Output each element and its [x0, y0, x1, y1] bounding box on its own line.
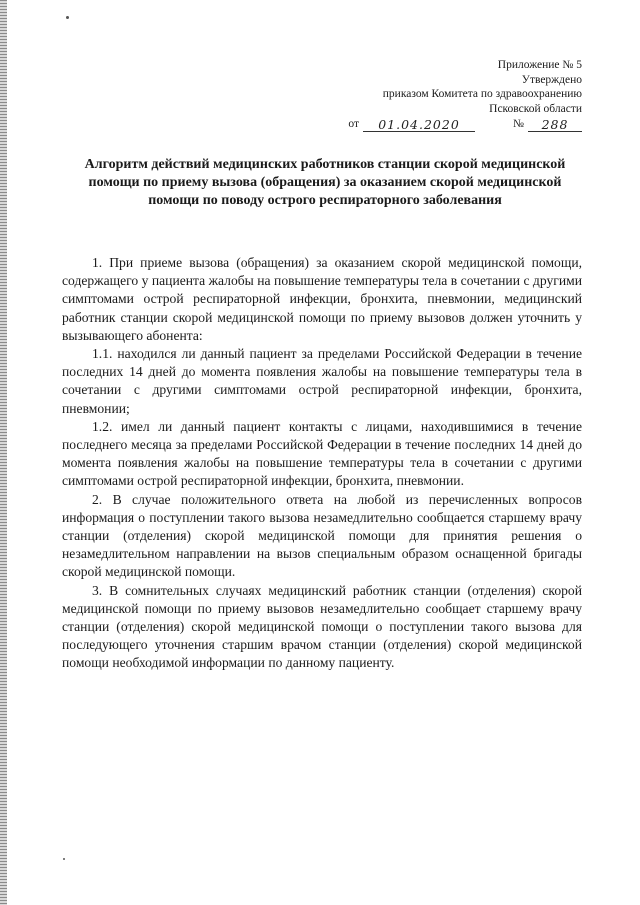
paragraph-1-2: 1.2. имел ли данный пациент контакты с лицами, находившимися в течение последнего месяца за пределами Российской Федерации в течение последних 14 дней до момента появления жалобы на повышение температуры тела в сочетании с другими симптомами острой респираторной инфекции, бронхита, пневмонии.	[62, 418, 582, 489]
handwritten-date: 01.04.2020	[363, 118, 475, 132]
appendix-label: Приложение № 5	[497, 59, 582, 71]
scan-speck	[63, 858, 65, 860]
handwritten-number: 288	[528, 118, 582, 132]
paragraph-3: 3. В сомнительных случаях медицинский работник станции (отделения) скорой медицинской помощи по приему вызовов незамедлительно сообщает старшему врачу станции (отделения) скорой медицинской помощи о поступлении такого вызова для последующего уточнения старшим врачом станции (отделения) скорой медицинской помощи необходимой информации по данному пациенту.	[62, 582, 582, 671]
date-prefix: от	[348, 118, 360, 130]
scan-speck	[66, 16, 69, 19]
paragraph-1-1: 1.1. находился ли данный пациент за пределами Российской Федерации в течение последних 14 дней до момента появления жалобы на повышение температуры тела в сочетании с другими симптомами острой респираторной инфекции, бронхита, пневмонии;	[62, 346, 582, 416]
order-label: приказом Комитета по здравоохранению	[382, 88, 582, 100]
document-title: Алгоритм действий медицинских работников станции скорой медицинской помощи по приему вызова (обращения) за оказанием скорой медицинской помощи по поводу острого респираторного заболевания	[84, 157, 566, 208]
scan-edge	[0, 0, 7, 905]
document-body	[62, 254, 582, 673]
region-label: Псковской области	[489, 102, 582, 115]
number-prefix: №	[513, 118, 524, 130]
approved-label: Утверждено	[521, 73, 582, 86]
paragraph-1: 1. При приеме вызова (обращения) за оказанием скорой медицинской помощи, содержащего у пациента жалобы на повышение температуры тела в сочетании с другими симптомами острой респираторной инфекции, бронхита, пневмонии, медицинский работник станции скорой медицинской помощи по приему вызовов должен уточнить у вызывающего абонента:	[62, 255, 582, 343]
approval-header	[262, 58, 582, 132]
paragraph-2: 2. В случае положительного ответа на любой из перечисленных вопросов информация о поступлении такого вызова незамедлительно сообщается старшему врачу станции (отделения) скорой медицинской помощи для принятия решения о незамедлительном направлении на вызов специальным образом оснащенной бригады скорой медицинской помощи.	[62, 491, 582, 580]
date-number-row	[262, 117, 582, 132]
